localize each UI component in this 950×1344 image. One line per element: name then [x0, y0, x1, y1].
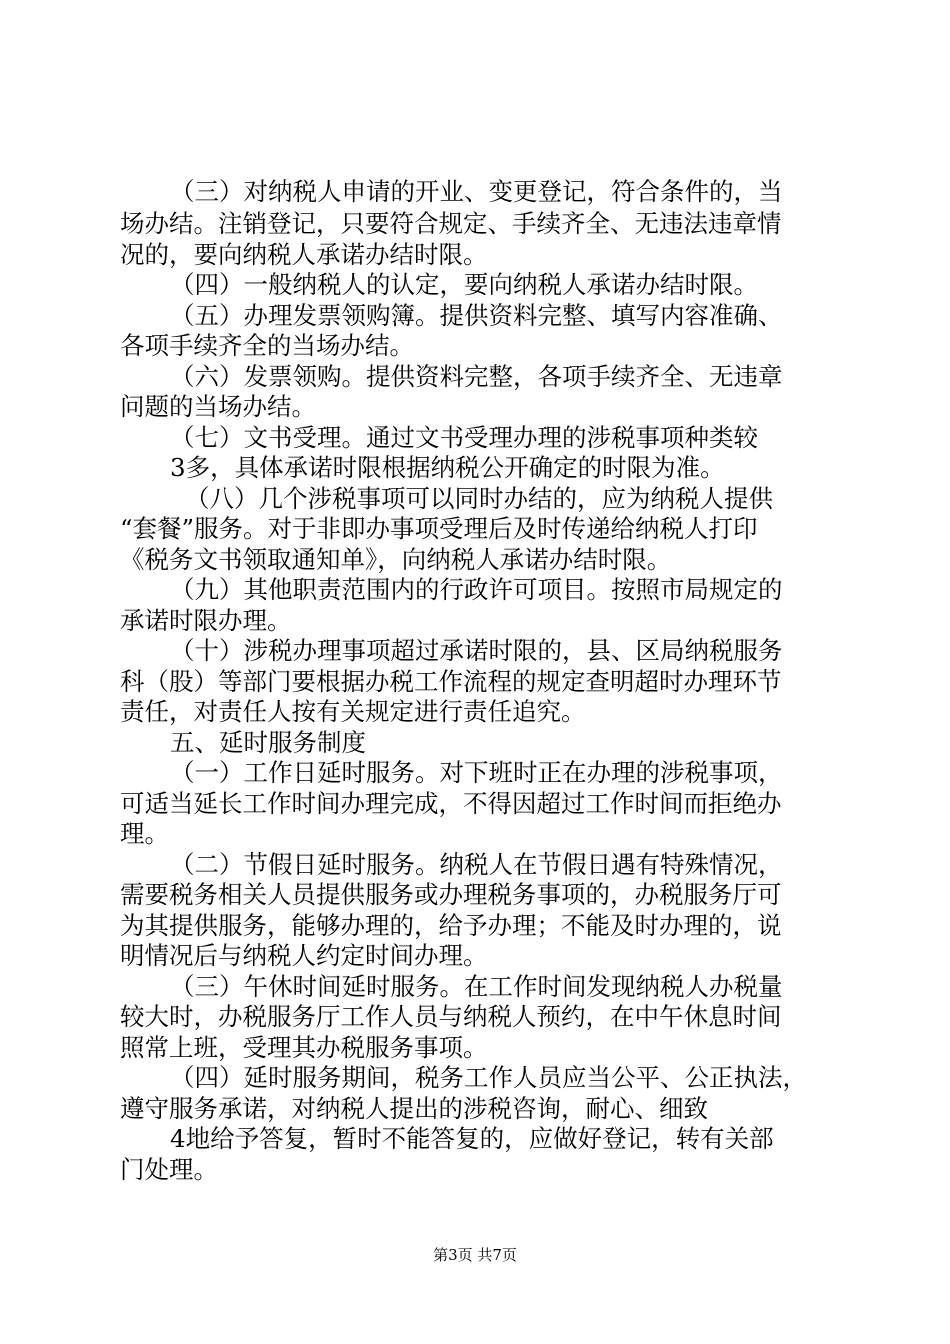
- text-line: 承诺时限办理。: [120, 606, 292, 635]
- text-line: 需要税务相关人员提供服务或办理税务事项的，办税服务厅可: [120, 880, 782, 909]
- text-line: 科（股）等部门要根据办税工作流程的规定查明超时办理环节: [120, 667, 782, 696]
- text-line: 明情况后与纳税人约定时间办理。: [120, 941, 488, 970]
- text-line: （一）工作日延时服务。对下班时正在办理的涉税事项，: [170, 758, 783, 787]
- text-line: （九）其他职责范围内的行政许可项目。按照市局规定的: [170, 575, 783, 604]
- text-line: （六）发票领购。提供资料完整，各项手续齐全、无违章: [170, 362, 783, 391]
- text-line: “套餐”服务。对于非即办事项受理后及时传递给纳税人打印: [120, 514, 758, 543]
- text-line: （三）午休时间延时服务。在工作时间发现纳税人办税量: [170, 972, 783, 1001]
- text-line: 《税务文书领取通知单》，向纳税人承诺办结时限。: [120, 545, 672, 574]
- text-line: 场办结。注销登记，只要符合规定、手续齐全、无违法违章情: [120, 209, 782, 238]
- page-footer: 第3页 共7页: [433, 1246, 517, 1264]
- text-line: （五）办理发票领购簿。提供资料完整、填写内容准确、: [170, 301, 783, 330]
- text-line: 可适当延长工作时间办理完成，不得因超过工作时间而拒绝办: [120, 789, 782, 818]
- text-line: 3多，具体承诺时限根据纳税公开确定的时限为准。: [170, 453, 725, 482]
- text-line: 照常上班，受理其办税服务事项。: [120, 1033, 488, 1062]
- text-line: （八）几个涉税事项可以同时办结的，应为纳税人提供: [185, 484, 773, 513]
- text-line: 遵守服务承诺，对纳税人提出的涉税咨询，耐心、细致: [120, 1094, 708, 1123]
- text-line: （四）一般纳税人的认定，要向纳税人承诺办结时限。: [170, 270, 758, 299]
- text-line: 况的，要向纳税人承诺办结时限。: [120, 240, 488, 269]
- text-line: （十）涉税办理事项超过承诺时限的，县、区局纳税服务: [170, 636, 783, 665]
- text-line: 门处理。: [120, 1155, 218, 1184]
- text-line: （四）延时服务期间，税务工作人员应当公平、公正执法，: [170, 1063, 807, 1092]
- text-line: （三）对纳税人申请的开业、变更登记，符合条件的，当: [170, 177, 783, 206]
- text-line: 理。: [120, 819, 169, 848]
- section-heading: 五、延时服务制度: [170, 728, 366, 757]
- text-line: （二）节假日延时服务。纳税人在节假日遇有特殊情况，: [170, 850, 783, 879]
- text-line: 较大时，办税服务厅工作人员与纳税人预约，在中午休息时间: [120, 1002, 782, 1031]
- text-line: 为其提供服务，能够办理的，给予办理；不能及时办理的，说: [120, 911, 782, 940]
- text-line: 问题的当场办结。: [120, 392, 316, 421]
- text-line: （七）文书受理。通过文书受理办理的涉税事项种类较: [170, 423, 758, 452]
- text-line: 责任，对责任人按有关规定进行责任追究。: [120, 697, 586, 726]
- text-line: 4地给予答复，暂时不能答复的，应做好登记，转有关部: [170, 1124, 774, 1153]
- text-line: 各项手续齐全的当场办结。: [120, 331, 414, 360]
